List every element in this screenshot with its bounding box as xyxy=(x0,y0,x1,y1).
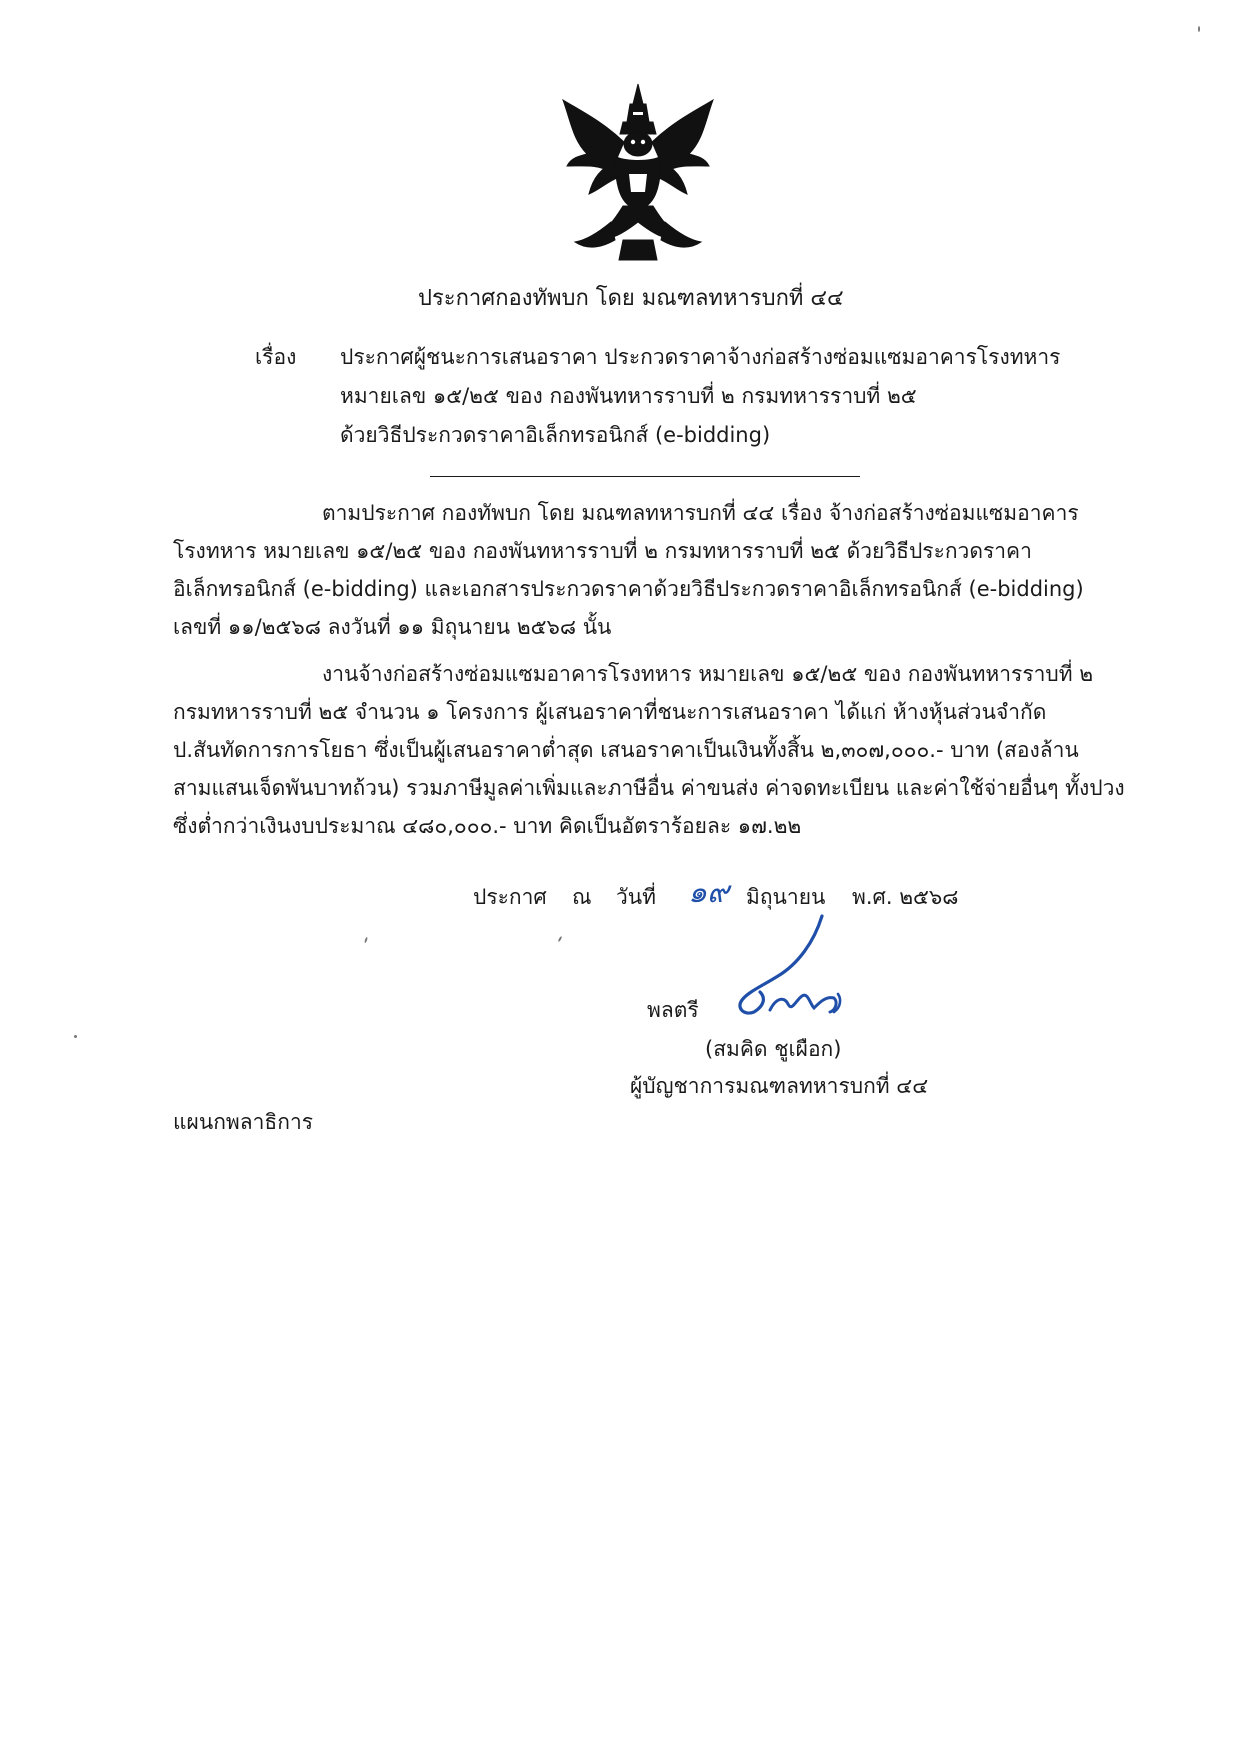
paragraph-2-line-3: ป.สันทัดการการโยธา ซึ่งเป็นผู้เสนอราคาต่ำสุด เสนอราคาเป็นเงินทั้งสิ้น ๒,๓๐๗,๐๐๐.- บาท (สองล้าน xyxy=(173,738,1079,762)
paragraph-2-line-5: ซึ่งต่ำกว่าเงินงบประมาณ ๔๘๐,๐๐๐.- บาท คิดเป็นอัตราร้อยละ ๑๗.๒๒ xyxy=(173,814,802,838)
date-day-handwritten: ๑๙ xyxy=(688,875,730,910)
paragraph-1-line-2: โรงทหาร หมายเลข ๑๕/๒๕ ของ กองพันทหารราบที่ ๒ กรมทหารราบที่ ๒๕ ด้วยวิธีประกวดราคา xyxy=(173,539,1032,563)
signer-name: (สมคิด ชูเผือก) xyxy=(705,1037,842,1061)
garuda-emblem-icon xyxy=(553,82,723,262)
date-at-label: ณ xyxy=(572,885,592,909)
date-day-label: วันที่ xyxy=(616,885,656,909)
subject-label: เรื่อง xyxy=(255,345,297,369)
paragraph-1-line-4: เลขที่ ๑๑/๒๕๖๘ ลงวันที่ ๑๑ มิถุนายน ๒๕๖๘ นั้น xyxy=(173,615,612,639)
subject-line-3: ด้วยวิธีประกวดราคาอิเล็กทรอนิกส์ (e-bidding) xyxy=(340,423,771,447)
subject-line-2: หมายเลข ๑๕/๒๕ ของ กองพันทหารราบที่ ๒ กรมทหารราบที่ ๒๕ xyxy=(340,384,917,408)
date-year: พ.ศ. ๒๕๖๘ xyxy=(852,885,959,909)
paragraph-2-line-2: กรมทหารราบที่ ๒๕ จำนวน ๑ โครงการ ผู้เสนอราคาที่ชนะการเสนอราคา ได้แก่ ห้างหุ้นส่วนจำกัด xyxy=(173,700,1047,724)
paragraph-1-line-1: ตามประกาศ กองทัพบก โดย มณฑลทหารบกที่ ๔๔ เรื่อง จ้างก่อสร้างซ่อมแซมอาคาร xyxy=(322,501,1079,525)
scan-speck xyxy=(1198,26,1200,32)
scan-speck xyxy=(558,936,563,942)
paragraph-2-line-4: สามแสนเจ็ดพันบาทถ้วน) รวมภาษีมูลค่าเพิ่มและภาษีอื่น ค่าขนส่ง ค่าจดทะเบียน และค่าใช้จ่ายอื่นๆ ทั้งปวง xyxy=(173,776,1125,800)
paragraph-1-line-3: อิเล็กทรอนิกส์ (e-bidding) และเอกสารประกวดราคาด้วยวิธีประกวดราคาอิเล็กทรอนิกส์ (e-bidding) xyxy=(173,577,1084,601)
date-announced-label: ประกาศ xyxy=(473,885,547,909)
scan-speck xyxy=(364,937,368,943)
date-month: มิถุนายน xyxy=(746,885,826,909)
signer-rank: พลตรี xyxy=(647,998,699,1022)
scan-speck xyxy=(74,1035,77,1038)
document-title: ประกาศกองทัพบก โดย มณฑลทหารบกที่ ๔๔ xyxy=(418,286,844,311)
subject-line-1: ประกาศผู้ชนะการเสนอราคา ประกวดราคาจ้างก่อสร้างซ่อมแซมอาคารโรงทหาร xyxy=(340,345,1061,369)
department-label: แผนกพลาธิการ xyxy=(173,1110,314,1134)
title-divider xyxy=(430,476,860,477)
handwritten-signature xyxy=(730,912,850,1022)
signer-position: ผู้บัญชาการมณฑลทหารบกที่ ๔๔ xyxy=(630,1074,929,1098)
paragraph-2-line-1: งานจ้างก่อสร้างซ่อมแซมอาคารโรงทหาร หมายเลข ๑๕/๒๕ ของ กองพันทหารราบที่ ๒ xyxy=(322,662,1094,686)
